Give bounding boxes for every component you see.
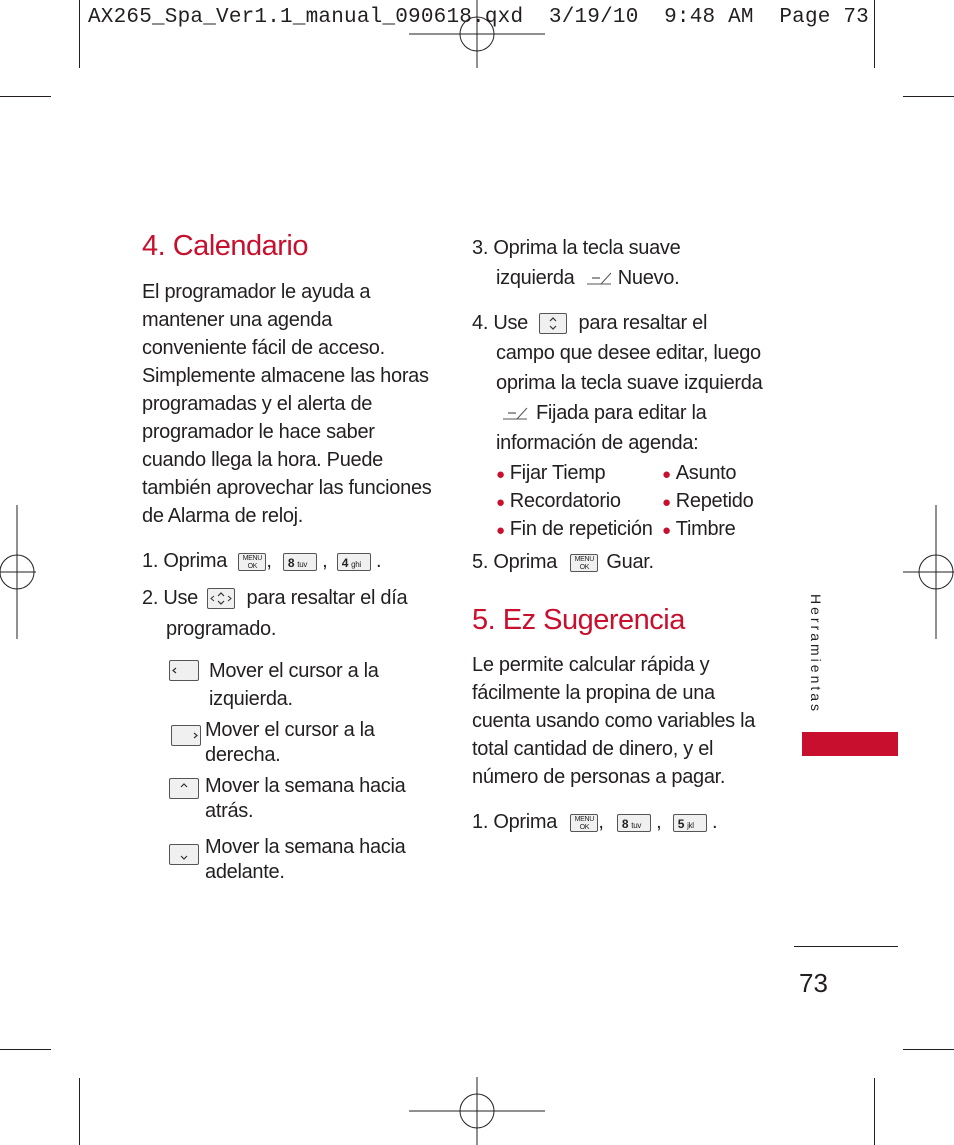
separator: . <box>674 267 680 289</box>
separator: , <box>598 811 604 833</box>
step-text: izquierda <box>496 267 575 289</box>
crop-mark <box>0 1049 51 1050</box>
intro-line: número de personas a pagar. <box>472 766 726 788</box>
nav-item-up <box>205 774 405 824</box>
step-text: oprima la tecla suave izquierda <box>496 372 763 394</box>
nav-item-text: Mover la semana hacia <box>205 775 406 797</box>
key-label: MENU <box>242 554 263 562</box>
step-text: programado. <box>166 618 277 640</box>
left-soft-key-icon <box>502 407 528 421</box>
key-label: OK <box>579 563 590 571</box>
key-label: 4 <box>341 555 349 570</box>
header-time: 9:48 AM <box>664 6 754 29</box>
menu-ok-key-icon <box>570 554 598 572</box>
calendario-intro <box>142 278 442 530</box>
nav-item-text: derecha. <box>205 744 281 766</box>
calendario-step-4 <box>472 309 762 458</box>
field-name: Timbre <box>675 518 736 540</box>
field-name: Asunto <box>675 462 737 484</box>
fields-list-left <box>496 460 653 544</box>
separator: , <box>266 550 272 572</box>
crop-mark <box>903 96 954 97</box>
key-label: OK <box>247 562 258 570</box>
key-label: OK <box>579 823 590 831</box>
intro-line: cuenta usando como variables la <box>472 710 756 732</box>
step-text: 1. Oprima <box>142 550 228 572</box>
key-letters: jkl <box>687 820 694 830</box>
intro-line: de Alarma de reloj. <box>142 505 304 527</box>
key-label: 5 <box>677 816 685 831</box>
step-text: campo que desee editar, luego <box>496 342 761 364</box>
intro-line: programadas y el alerta de <box>142 393 373 415</box>
section-tab-marker <box>802 732 898 756</box>
separator: . <box>375 550 382 572</box>
separator: , <box>322 550 328 572</box>
intro-line: El programador le ayuda a <box>142 281 371 303</box>
field-name: Fin de repetición <box>509 518 653 540</box>
intro-line: programador le hace saber <box>142 421 375 443</box>
calendario-step-1 <box>142 547 381 575</box>
intro-line: conveniente fácil de acceso. <box>142 337 385 359</box>
header-page: Page 73 <box>779 6 869 29</box>
sugerencia-intro <box>472 651 772 791</box>
crop-mark <box>874 1078 875 1145</box>
section-tab-label: Herramientas <box>808 594 824 715</box>
list-item: ● Recordatorio <box>496 490 621 512</box>
step-text: 1. Oprima <box>472 811 558 833</box>
nav-item-left <box>209 657 379 713</box>
registration-mark-icon <box>409 0 545 68</box>
action-label-guar: Guar <box>606 551 649 573</box>
list-item: ● Fijar Tiemp <box>496 462 606 484</box>
step-text: 5. Oprima <box>472 551 558 573</box>
nav-down-key-icon <box>169 844 199 865</box>
crop-mark <box>874 0 875 68</box>
section-title-calendario: 4. Calendario <box>142 230 308 262</box>
intro-line: fácilmente la propina de una <box>472 682 715 704</box>
nav-item-text: izquierda. <box>209 688 293 710</box>
left-soft-key-icon <box>586 272 612 286</box>
step-text: 3. Oprima la tecla suave <box>472 237 681 259</box>
intro-line: mantener una agenda <box>142 309 333 331</box>
key-label: MENU <box>574 815 595 823</box>
step-text: 4. Use <box>472 312 529 334</box>
step-text: para resaltar el día <box>246 587 408 609</box>
registration-mark-icon <box>903 505 954 639</box>
calendario-step-3 <box>472 234 680 292</box>
key-label: 8 <box>621 816 629 831</box>
nav-item-text: Mover el cursor a la <box>209 660 379 682</box>
nav-up-key-icon <box>169 778 199 799</box>
separator: , <box>656 811 662 833</box>
intro-line: Le permite calcular rápida y <box>472 654 710 676</box>
section-title-sugerencia: 5. Ez Sugerencia <box>472 604 685 636</box>
crop-mark <box>0 96 51 97</box>
intro-line: cuando llega la hora. Puede <box>142 449 383 471</box>
key-8-icon <box>283 553 317 571</box>
registration-mark-icon <box>409 1077 545 1145</box>
separator: . <box>648 551 654 573</box>
intro-line: Simplemente almacene las horas <box>142 365 429 387</box>
step-text: para resaltar el <box>578 312 708 334</box>
page-number-rule <box>794 946 898 947</box>
intro-line: total cantidad de dinero, y el <box>472 738 714 760</box>
calendario-step-2 <box>142 584 407 612</box>
action-label-nuevo: Nuevo <box>617 267 675 289</box>
field-name: Recordatorio <box>509 490 621 512</box>
intro-line: también aprovechar las funciones <box>142 477 432 499</box>
nav-key-updown-icon <box>539 313 567 334</box>
key-letters: tuv <box>297 559 308 569</box>
nav-item-text: adelante. <box>205 861 285 883</box>
step-text: información de agenda: <box>496 432 699 454</box>
nav-item-right <box>205 718 375 768</box>
list-item: ● Fin de repetición <box>496 518 653 540</box>
crop-mark <box>79 0 80 68</box>
key-8-icon <box>617 814 651 832</box>
key-5-icon <box>673 814 707 832</box>
sugerencia-step-1 <box>472 808 717 836</box>
header-date: 3/19/10 <box>548 6 639 29</box>
key-letters: ghi <box>351 559 361 569</box>
key-label: MENU <box>574 555 595 563</box>
registration-mark-icon <box>0 505 36 639</box>
menu-ok-key-icon <box>238 553 266 571</box>
crop-mark <box>903 1049 954 1050</box>
step-text: 2. Use <box>142 587 199 609</box>
field-name: Fijar Tiemp <box>509 462 606 484</box>
page-number: 73 <box>799 968 828 998</box>
nav-item-text: atrás. <box>205 800 254 822</box>
calendario-step-5 <box>472 548 654 576</box>
nav-item-down <box>205 835 405 885</box>
crop-mark <box>79 1078 80 1145</box>
field-name: Repetido <box>675 490 754 512</box>
key-letters: tuv <box>631 820 642 830</box>
step-text: Fijada para editar la <box>536 402 707 424</box>
fields-list-right <box>662 460 753 544</box>
menu-ok-key-icon <box>570 814 598 832</box>
nav-right-key-icon <box>171 725 201 746</box>
list-item: ● Asunto <box>662 462 737 484</box>
key-4-icon <box>337 553 371 571</box>
list-item: ● Repetido <box>662 490 754 512</box>
nav-item-text: Mover la semana hacia <box>205 836 406 858</box>
key-label: 8 <box>287 555 295 570</box>
list-item: ● Timbre <box>662 518 736 540</box>
header-filename: AX265_Spa_Ver1.1_manual_090618.qxd <box>88 6 524 29</box>
nav-key-updown-icon <box>207 588 235 609</box>
separator: . <box>711 811 718 833</box>
nav-item-text: Mover el cursor a la <box>205 719 375 741</box>
nav-left-key-icon <box>169 660 199 681</box>
